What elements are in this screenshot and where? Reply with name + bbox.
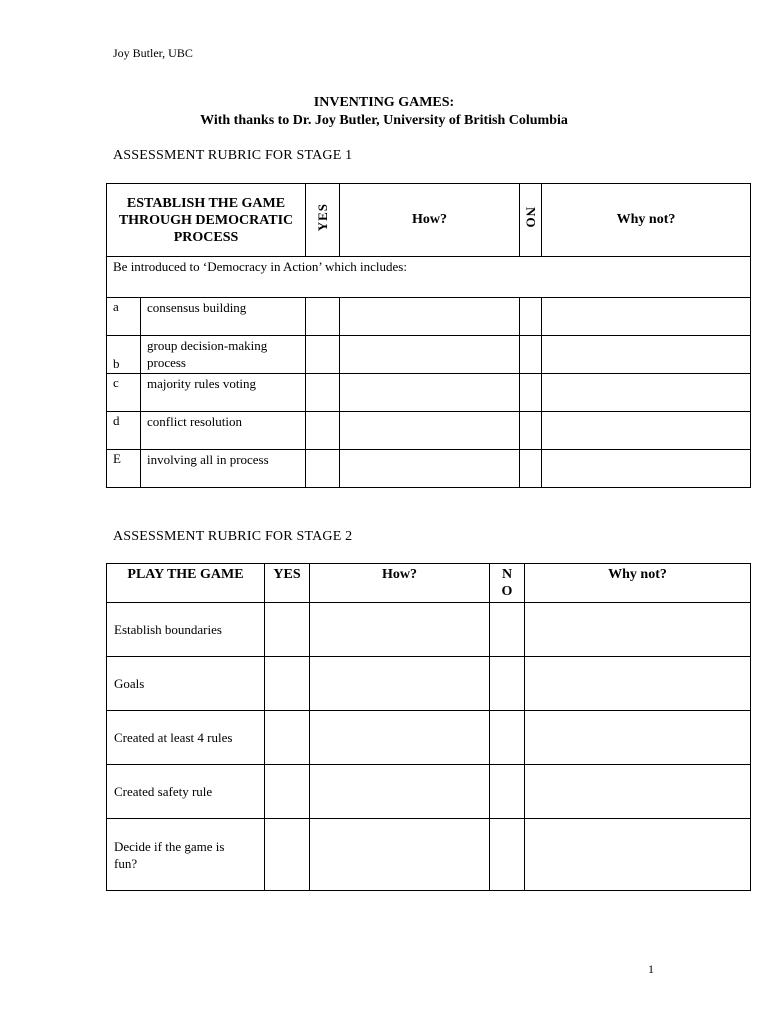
how-cell[interactable] bbox=[340, 298, 520, 336]
row-criterion: Establish boundaries bbox=[107, 603, 265, 657]
yes-cell[interactable] bbox=[306, 298, 340, 336]
stage2-header-no-line2: O bbox=[501, 584, 513, 599]
stage2-header-no-line1: N bbox=[501, 567, 513, 582]
document-subtitle: With thanks to Dr. Joy Butler, University of British Columbia bbox=[200, 113, 568, 128]
stage2-header-row bbox=[107, 564, 751, 603]
why-not-cell[interactable] bbox=[525, 711, 751, 765]
how-cell[interactable] bbox=[310, 765, 490, 819]
no-cell[interactable] bbox=[490, 819, 525, 891]
stage1-header-main-text: ESTABLISH THE GAME THROUGH DEMOCRATIC PROCESS bbox=[118, 195, 294, 245]
stage1-header-yes-cell bbox=[306, 184, 340, 257]
table-row bbox=[107, 819, 751, 891]
stage1-header-no-cell bbox=[520, 184, 542, 257]
no-cell[interactable] bbox=[490, 765, 525, 819]
how-cell[interactable] bbox=[340, 374, 520, 412]
why-not-cell[interactable] bbox=[542, 374, 751, 412]
row-criterion: consensus building bbox=[141, 298, 306, 336]
how-cell[interactable] bbox=[310, 657, 490, 711]
no-cell[interactable] bbox=[490, 603, 525, 657]
stage1-header-no: NO bbox=[523, 206, 539, 229]
why-not-cell[interactable] bbox=[542, 298, 751, 336]
no-cell[interactable] bbox=[520, 336, 542, 374]
yes-cell[interactable] bbox=[306, 450, 340, 488]
why-not-cell[interactable] bbox=[525, 657, 751, 711]
stage1-intro-row bbox=[107, 257, 751, 298]
table-row bbox=[107, 711, 751, 765]
no-cell[interactable] bbox=[520, 450, 542, 488]
how-cell[interactable] bbox=[310, 603, 490, 657]
table-row bbox=[107, 374, 751, 412]
row-letter: E bbox=[107, 450, 141, 488]
row-criterion: Created safety rule bbox=[107, 765, 265, 819]
why-not-cell[interactable] bbox=[542, 450, 751, 488]
row-letter: c bbox=[107, 374, 141, 412]
why-not-cell[interactable] bbox=[525, 765, 751, 819]
how-cell[interactable] bbox=[340, 336, 520, 374]
row-criterion: Created at least 4 rules bbox=[107, 711, 265, 765]
yes-cell[interactable] bbox=[265, 711, 310, 765]
row-letter: d bbox=[107, 412, 141, 450]
row-criterion-text: Decide if the game is fun? bbox=[114, 838, 225, 871]
no-cell[interactable] bbox=[490, 711, 525, 765]
yes-cell[interactable] bbox=[265, 657, 310, 711]
document-title: INVENTING GAMES: bbox=[313, 95, 455, 110]
no-cell[interactable] bbox=[520, 298, 542, 336]
page-number: 1 bbox=[648, 962, 654, 976]
stage2-header-yes: YES bbox=[265, 564, 310, 603]
stage2-header-how: How? bbox=[310, 564, 490, 603]
no-cell[interactable] bbox=[490, 657, 525, 711]
table-row bbox=[107, 450, 751, 488]
how-cell[interactable] bbox=[340, 450, 520, 488]
yes-cell[interactable] bbox=[265, 765, 310, 819]
stage2-title: ASSESSMENT RUBRIC FOR STAGE 2 bbox=[113, 529, 353, 544]
stage1-intro-text: Be introduced to ‘Democracy in Action’ which includes: bbox=[107, 257, 751, 298]
row-criterion: majority rules voting bbox=[141, 374, 306, 412]
row-criterion: group decision-making process bbox=[141, 336, 306, 374]
stage1-rubric-table bbox=[106, 183, 751, 488]
why-not-cell[interactable] bbox=[525, 819, 751, 891]
yes-cell[interactable] bbox=[306, 374, 340, 412]
how-cell[interactable] bbox=[340, 412, 520, 450]
table-row bbox=[107, 657, 751, 711]
stage2-header-main: PLAY THE GAME bbox=[107, 564, 265, 603]
table-row bbox=[107, 603, 751, 657]
how-cell[interactable] bbox=[310, 819, 490, 891]
row-letter: a bbox=[107, 298, 141, 336]
stage2-header-why-not: Why not? bbox=[525, 564, 751, 603]
yes-cell[interactable] bbox=[306, 336, 340, 374]
page-header-author: Joy Butler, UBC bbox=[113, 46, 193, 60]
why-not-cell[interactable] bbox=[542, 336, 751, 374]
table-row bbox=[107, 765, 751, 819]
yes-cell[interactable] bbox=[265, 819, 310, 891]
row-criterion bbox=[107, 819, 265, 891]
why-not-cell[interactable] bbox=[542, 412, 751, 450]
why-not-cell[interactable] bbox=[525, 603, 751, 657]
how-cell[interactable] bbox=[310, 711, 490, 765]
stage1-header-why-not: Why not? bbox=[542, 184, 751, 257]
table-row bbox=[107, 298, 751, 336]
row-letter: b bbox=[107, 336, 141, 374]
no-cell[interactable] bbox=[520, 374, 542, 412]
stage2-header-no bbox=[490, 564, 525, 603]
yes-cell[interactable] bbox=[265, 603, 310, 657]
row-criterion: involving all in process bbox=[141, 450, 306, 488]
stage1-header-main bbox=[107, 184, 306, 257]
row-criterion: conflict resolution bbox=[141, 412, 306, 450]
stage1-header-how: How? bbox=[340, 184, 520, 257]
stage2-rubric-table bbox=[106, 563, 751, 891]
row-criterion: Goals bbox=[107, 657, 265, 711]
stage1-header-yes: YES bbox=[314, 203, 330, 232]
table-row bbox=[107, 336, 751, 374]
no-cell[interactable] bbox=[520, 412, 542, 450]
yes-cell[interactable] bbox=[306, 412, 340, 450]
stage1-title: ASSESSMENT RUBRIC FOR STAGE 1 bbox=[113, 148, 353, 163]
stage1-header-row bbox=[107, 184, 751, 257]
table-row bbox=[107, 412, 751, 450]
